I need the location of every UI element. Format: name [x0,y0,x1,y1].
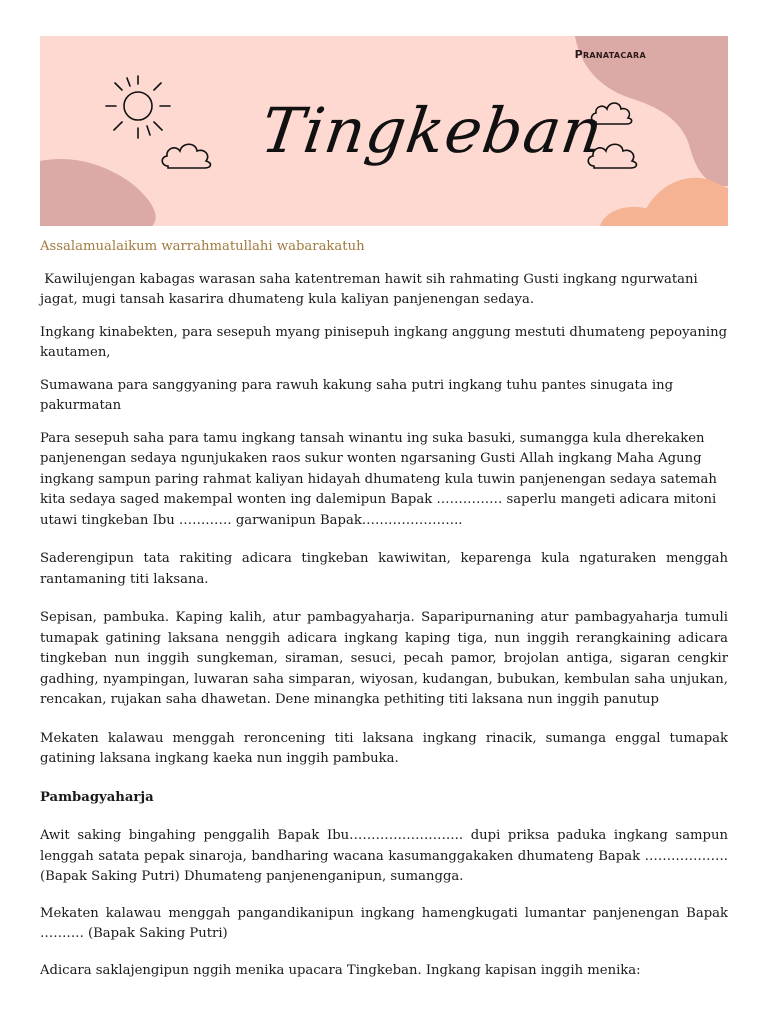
paragraph: Mekaten kalawau menggah reroncening titi laksana ingkang rinacik, sumanga enggal tumapak gatining laksana ingkang kaeka nun inggih pambuka. [40,730,728,766]
paragraph: Para sesepuh saha para tamu ingkang tansah winantu ing suka basuki, sumangga kula dherekaken panjenengan sedaya ngunjukaken raos sukur wonten ngarsaning Gusti Allah ingkang Maha Agung ingkang sampun paring rahmat kaliyan hidayah dhumateng kula tuwin panjenengan sedaya satemah kita sedaya saged makempal wonten ing dalemipun Bapak …………… saperlu mangeti adicara mitoni utawi tingkeban Ibu ………… garwanipun Bapak………………….. [40,430,717,528]
paragraph: Sepisan, pambuka. Kaping kalih, atur pambagyaharja. Saparipurnaning atur pambagyaharja tumuli tumapak gatining laksana nenggih adicara ingkang kaping tiga, nun inggih rerangkaining adicara tingkeban nun inggih sungkeman, siraman, sesuci, pecah pamor, brojolan antiga, sigaran cengkir gadhing, nyampingan, luwaran saha simparan, wiyosan, kudangan, bubukan, kembulan saha unjukan, rencakan, rujakan saha dhawetan. Dene minangka pethiting titi laksana nun inggih panutup [40,610,728,707]
paragraph: Saderengipun tata rakiting adicara tingkeban kawiwitan, keparenga kula ngaturaken menggah rantamaning titi laksana. [40,551,728,587]
greeting: Assalamualaikum warrahmatullahi wabarakatuh [40,239,365,254]
brand-label: Pranatacara [574,48,646,61]
page-title: Tingkeban [256,94,608,167]
paragraph: Mekaten kalawau menggah pangandikanipun ingkang hamengkugati lumantar panjenengan Bapak ………. (Bapak Saking Putri) [40,905,728,941]
section-heading: Pambagyaharja [40,789,154,805]
cloud-icon [158,136,218,172]
paragraph: Sumawana para sanggyaning para rawuh kakung saha putri ingkang tuhu pantes sinugata ing pakurmatan [40,377,674,413]
document-body [40,237,728,993]
paragraph: Ingkang kinabekten, para sesepuh myang pinisepuh ingkang anggung mestuti dhumateng pepoyaning kautamen, [40,324,728,360]
paragraph: Awit saking bingahing penggalih Bapak Ibu…………………….. dupi priksa paduka ingkang sampun lenggah satata pepak sinaroja, bandharing wacana kasumanggakaken dhumateng Bapak ………………. (Bapak Saking Putri) Dhumateng panjenenganipun, sumangga. [40,828,728,884]
header-banner [40,36,728,226]
blob-left [40,159,156,226]
paragraph: Adicara saklajengipun nggih menika upacara Tingkeban. Ingkang kapisan inggih menika: [40,962,641,978]
paragraph: Kawilujengan kabagas warasan saha katentreman hawit sih rahmating Gusti ingkang ngurwatani jagat, mugi tansah kasarira dhumateng kula kaliyan panjenengan sedaya. [40,271,702,307]
